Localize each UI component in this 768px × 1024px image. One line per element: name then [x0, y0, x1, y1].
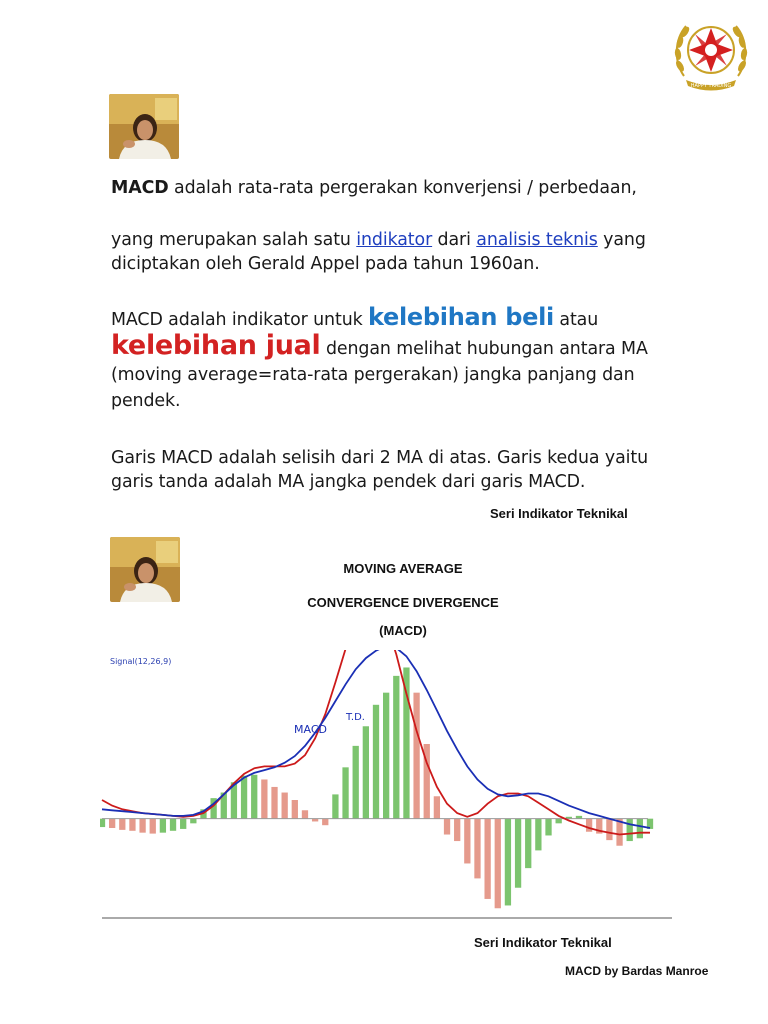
histogram-bar — [190, 819, 196, 824]
histogram-bar — [464, 819, 470, 864]
histogram-bars — [100, 667, 653, 908]
histogram-bar — [292, 800, 298, 819]
histogram-bar — [606, 819, 612, 840]
author-photo-bottom — [110, 537, 180, 602]
kelebihan-beli-highlight: kelebihan beli — [368, 303, 554, 331]
histogram-bar — [170, 819, 176, 831]
histogram-bar — [271, 787, 277, 819]
para3-text-1: MACD adalah indikator untuk — [111, 310, 369, 330]
happy-trading-logo — [672, 14, 750, 94]
histogram-bar — [413, 693, 419, 819]
histogram-bar — [363, 726, 369, 818]
para2-text-2: dari — [432, 230, 477, 250]
histogram-bar — [556, 819, 562, 824]
histogram-bar — [119, 819, 125, 830]
logo-lettering: HAPPY TRADING — [690, 83, 732, 89]
paragraph-macd-signal-line — [111, 446, 671, 494]
macd-annotation: MACD — [294, 723, 327, 736]
series-caption-bottom: Seri Indikator Teknikal — [474, 935, 612, 950]
histogram-bar — [241, 776, 247, 819]
para2-text-3: yang diciptakan oleh Gerald Appel pada tahun 1960an. — [111, 230, 646, 274]
chart-title-line-3: (MACD) — [379, 623, 427, 638]
series-caption-top: Seri Indikator Teknikal — [490, 506, 628, 521]
histogram-bar — [373, 705, 379, 819]
histogram-bar — [180, 819, 186, 829]
histogram-bar — [251, 775, 257, 819]
histogram-bar — [444, 819, 450, 835]
histogram-bar — [525, 819, 531, 868]
histogram-bar — [129, 819, 135, 831]
histogram-bar — [535, 819, 541, 851]
histogram-bar — [505, 819, 511, 906]
histogram-bar — [393, 676, 399, 819]
histogram-bar — [545, 819, 551, 836]
para3-text-2: atau — [553, 310, 599, 330]
histogram-bar — [322, 819, 328, 826]
kelebihan-jual-highlight: kelebihan jual — [111, 330, 321, 361]
histogram-bar — [100, 819, 105, 827]
histogram-bar — [434, 796, 440, 818]
histogram-bar — [302, 810, 308, 818]
signal-legend-label: Signal(12,26,9) — [110, 657, 172, 666]
para4-text: Garis MACD adalah selisih dari 2 MA di atas. Garis kedua yaitu garis tanda adalah MA jangka pendek dari garis MACD. — [111, 448, 649, 492]
histogram-bar — [160, 819, 166, 833]
td-annotation: T.D. — [346, 712, 365, 723]
histogram-bar — [627, 819, 633, 841]
histogram-bar — [383, 693, 389, 819]
histogram-bar — [637, 819, 643, 839]
paragraph-indicator-origin — [111, 228, 671, 276]
histogram-bar — [474, 819, 480, 879]
histogram-bar — [150, 819, 156, 834]
histogram-bar — [332, 794, 338, 818]
paragraph-overbought-oversold — [111, 304, 671, 414]
histogram-bar — [454, 819, 460, 841]
histogram-bar — [586, 819, 592, 832]
chart-title-line-2: CONVERGENCE DIVERGENCE — [307, 595, 499, 610]
histogram-bar — [139, 819, 145, 833]
histogram-bar — [515, 819, 521, 888]
histogram-bar — [261, 779, 267, 818]
histogram-bar — [484, 819, 490, 899]
paragraph-macd-definition — [111, 176, 711, 200]
histogram-bar — [282, 793, 288, 819]
macd-bold-term: MACD — [111, 178, 169, 198]
author-credit: MACD by Bardas Manroe — [565, 964, 709, 978]
histogram-bar — [109, 819, 115, 828]
link-indikator[interactable]: indikator — [356, 230, 433, 250]
para3-text-3: dengan melihat hubungan antara MA (moving average=rata-rata pergerakan) jangka panjang dan pendek. — [111, 339, 648, 411]
histogram-bar — [403, 667, 409, 818]
macd-chart — [100, 650, 675, 925]
author-photo-top — [109, 94, 179, 159]
histogram-bar — [495, 819, 501, 909]
para1-text: adalah rata-rata pergerakan konverjensi / perbedaan, — [168, 178, 637, 198]
para2-text-1: yang merupakan salah satu — [111, 230, 357, 250]
histogram-bar — [353, 746, 359, 819]
chart-title-line-1: MOVING AVERAGE — [343, 561, 463, 576]
histogram-bar — [342, 767, 348, 818]
link-analisis-teknis[interactable]: analisis teknis — [476, 230, 598, 250]
